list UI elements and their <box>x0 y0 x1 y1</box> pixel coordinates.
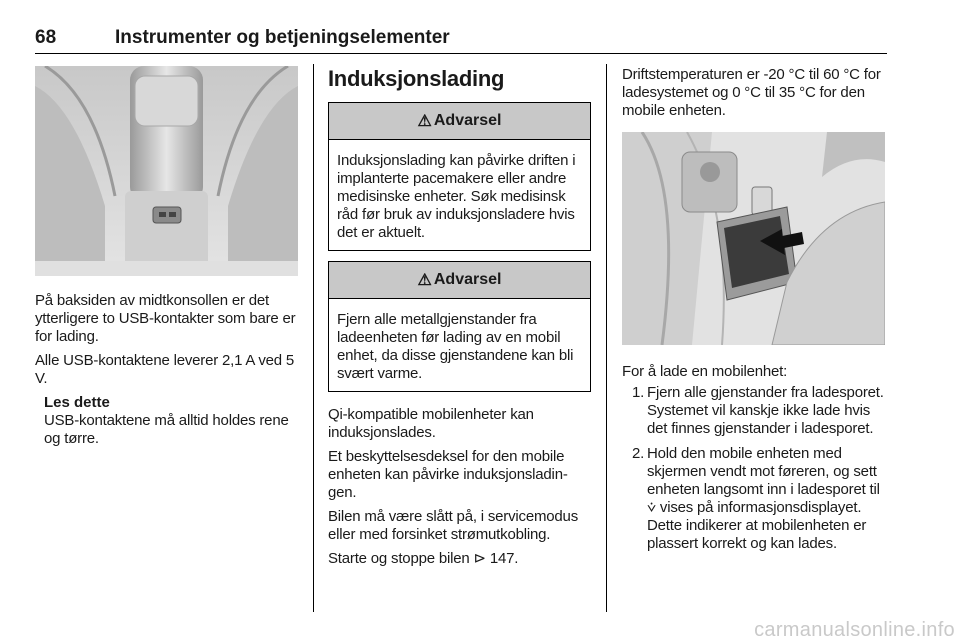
page-header <box>35 27 887 54</box>
section-heading: Induksjonslading <box>328 66 505 91</box>
warning-title: Advarsel <box>433 112 502 129</box>
warning-box <box>328 102 591 251</box>
note-box <box>44 394 298 448</box>
column-divider <box>313 64 314 612</box>
step-number: 1. <box>632 384 645 401</box>
list-intro: For å lade en mobilenhet: <box>622 363 788 380</box>
paragraph: På baksiden av midtkonsollen er det ytterligere to USB-kontakter som bare er for lading. <box>35 292 296 345</box>
instruction-list <box>622 384 887 553</box>
chapter-title: Instrumenter og betjeningselementer <box>115 27 450 48</box>
paragraph: Bilen må være slått på, i servicemodus eller med forsinket strømutkobling. <box>328 508 579 543</box>
step-number: 2. <box>632 445 645 462</box>
warning-text: Fjern alle metallgjenstander fra ladeenheten før lading av en mobil enhet, da disse gjenstandene kan bli svært varme. <box>337 311 574 382</box>
column-left <box>35 66 298 454</box>
list-item <box>622 445 887 553</box>
step-text: Hold den mobile enheten med skjermen vendt mot føreren, og sett enheten langsomt inn i ladesporet til ⩒ vises på informasjonsdisplayet. Dette indikerer at mobilenheten er plassert korrekt og kan lades. <box>647 445 880 552</box>
paragraph: Qi-kompatible mobilenheter kan induksjonslades. <box>328 406 534 441</box>
warning-triangle-icon: ⚠ <box>417 113 432 130</box>
rear-console-usb-illustration <box>35 66 298 276</box>
list-item <box>622 384 887 438</box>
paragraph: Et beskyttelsesdeksel for den mobile enheten kan påvirke induksjonsladingen. <box>328 448 568 501</box>
warning-header <box>329 103 590 140</box>
page-number: 68 <box>35 27 57 48</box>
warning-text: Induksjonslading kan påvirke driften i implanterte pacemakere eller andre medisinske enheter. Søk medisinsk råd før bruk av induksjonsladere hvis det er aktuelt. <box>337 152 576 241</box>
watermark: carmanualsonline.info <box>754 619 955 641</box>
column-divider <box>606 64 607 612</box>
warning-title: Advarsel <box>433 271 502 288</box>
paragraph: Driftstemperaturen er -20 °C til 60 °C for ladesystemet og 0 °C til 35 °C for den mobile enheten. <box>622 66 881 119</box>
charging-slot-illustration <box>622 132 885 345</box>
warning-triangle-icon: ⚠ <box>417 272 432 289</box>
column-right <box>622 66 887 560</box>
warning-header <box>329 262 590 299</box>
column-middle <box>328 66 591 574</box>
step-text: Fjern alle gjenstander fra ladesporet. Systemet vil kanskje ikke lade hvis det finnes gjenstander i ladesporet. <box>647 384 884 437</box>
note-text: USB-kontaktene må alltid holdes rene og tørre. <box>44 412 289 447</box>
paragraph: Alle USB-kontaktene leverer 2,1 A ved 5 V. <box>35 352 295 387</box>
note-title: Les dette <box>44 394 110 411</box>
warning-box <box>328 261 591 392</box>
page-reference[interactable]: Starte og stoppe bilen ⊳ 147. <box>328 550 519 567</box>
